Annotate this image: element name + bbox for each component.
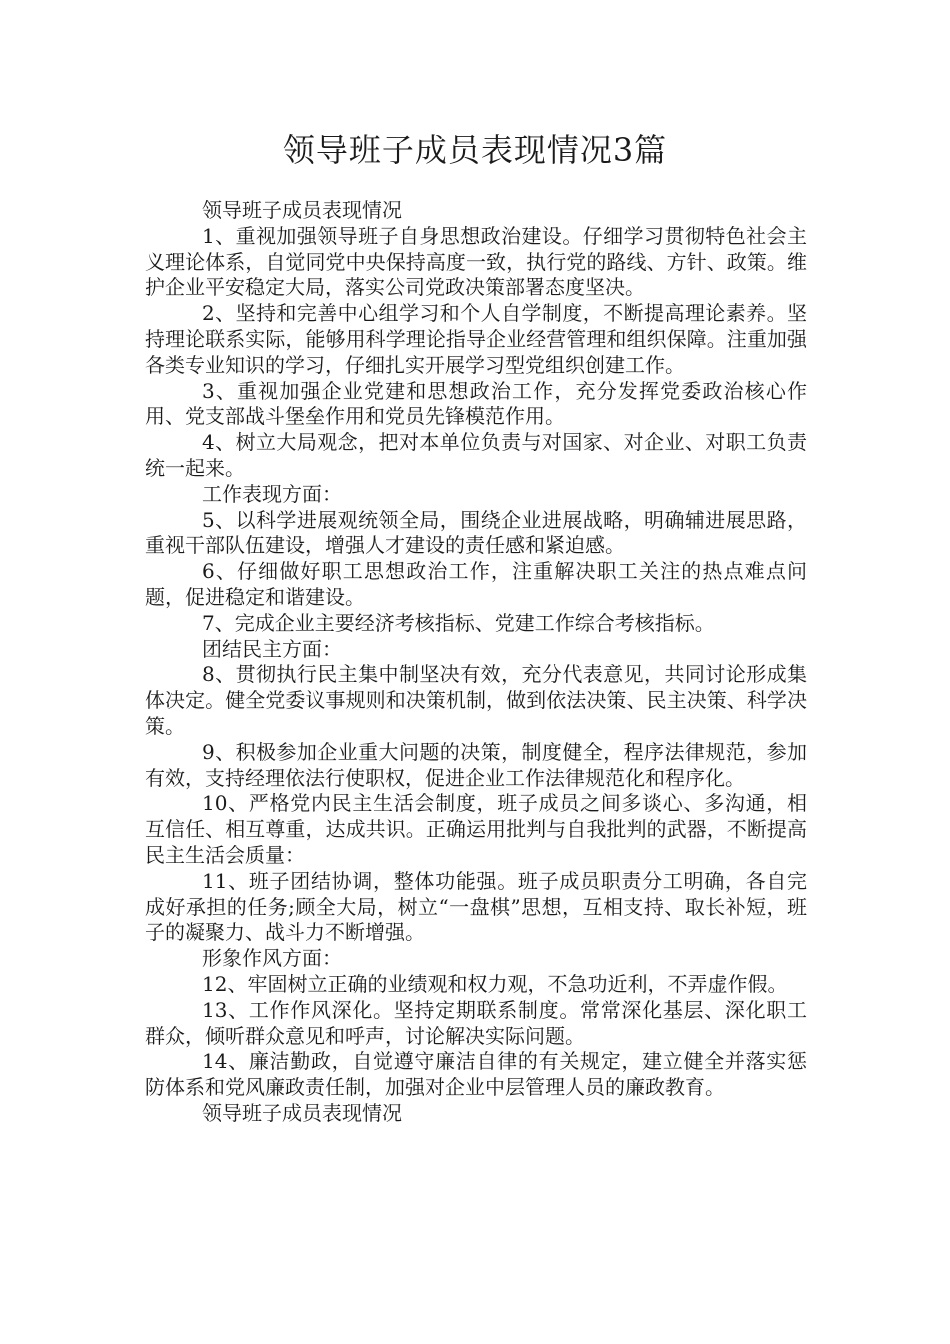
section-heading: 团结民主方面： (202, 636, 342, 661)
paragraph: 14、廉洁勤政，自觉遵守廉洁自律的有关规定，建立健全并落实惩防体系和党风廉政责任制，加强对企业中层管理人员的廉政教育。 (145, 1049, 807, 1100)
section-heading: 工作表现方面： (202, 481, 342, 506)
paragraph: 6、仔细做好职工思想政治工作，注重解决职工关注的热点难点问题，促进稳定和谐建设。 (145, 559, 807, 609)
paragraph: 7、完成企业主要经济考核指标、党建工作综合考核指标。 (202, 610, 715, 635)
paragraph: 4、树立大局观念，把对本单位负责与对国家、对企业、对职工负责统一起来。 (145, 430, 807, 480)
paragraph: 13、工作作风深化。坚持定期联系制度。常常深化基层、深化职工群众，倾听群众意见和呼声，讨论解决实际问题。 (145, 997, 807, 1048)
paragraph: 9、积极参加企业重大问题的决策，制度健全，程序法律规范，参加有效，支持经理依法行使职权，促进企业工作法律规范化和程序化。 (145, 739, 807, 790)
section-heading: 领导班子成员表现情况 (202, 1100, 402, 1125)
paragraph: 1、重视加强领导班子自身思想政治建设。仔细学习贯彻特色社会主义理论体系，自觉同党中央保持高度一致，执行党的路线、方针、政策。维护企业平安稳定大局，落实公司党政决策部署态度坚决。 (145, 223, 807, 300)
document-title: 领导班子成员表现情况3篇 (282, 131, 668, 169)
paragraph: 3、重视加强企业党建和思想政治工作，充分发挥党委政治核心作用、党支部战斗堡垒作用和党员先锋模范作用。 (145, 378, 807, 429)
section-heading: 形象作风方面： (202, 946, 342, 971)
paragraph: 8、贯彻执行民主集中制坚决有效，充分代表意见，共同讨论形成集体决定。健全党委议事规则和决策机制，做到依法决策、民主决策、科学决策。 (145, 662, 807, 738)
document-body (145, 198, 807, 1127)
paragraph: 12、牢固树立正确的业绩观和权力观，不急功近利，不弄虚作假。 (202, 971, 788, 996)
paragraph: 10、严格党内民主生活会制度，班子成员之间多谈心、多沟通，相互信任、相互尊重，达成共识。正确运用批判与自我批判的武器，不断提高民主生活会质量： (145, 791, 807, 867)
paragraph: 领导班子成员表现情况 (202, 198, 402, 222)
paragraph: 5、以科学进展观统领全局，围绕企业进展战略，明确辅进展思路，重视干部队伍建设，增强人才建设的责任感和紧迫感。 (145, 507, 807, 558)
paragraph: 11、班子团结协调，整体功能强。班子成员职责分工明确，各自完成好承担的任务;顾全大局，树立“一盘棋”思想，互相支持、取长补短，班子的凝聚力、战斗力不断增强。 (145, 868, 807, 945)
paragraph: 2、坚持和完善中心组学习和个人自学制度，不断提高理论素养。坚持理论联系实际，能够用科学理论指导企业经营管理和组织保障。注重加强各类专业知识的学习，仔细扎实开展学习型党组织创建工作。 (145, 301, 807, 377)
